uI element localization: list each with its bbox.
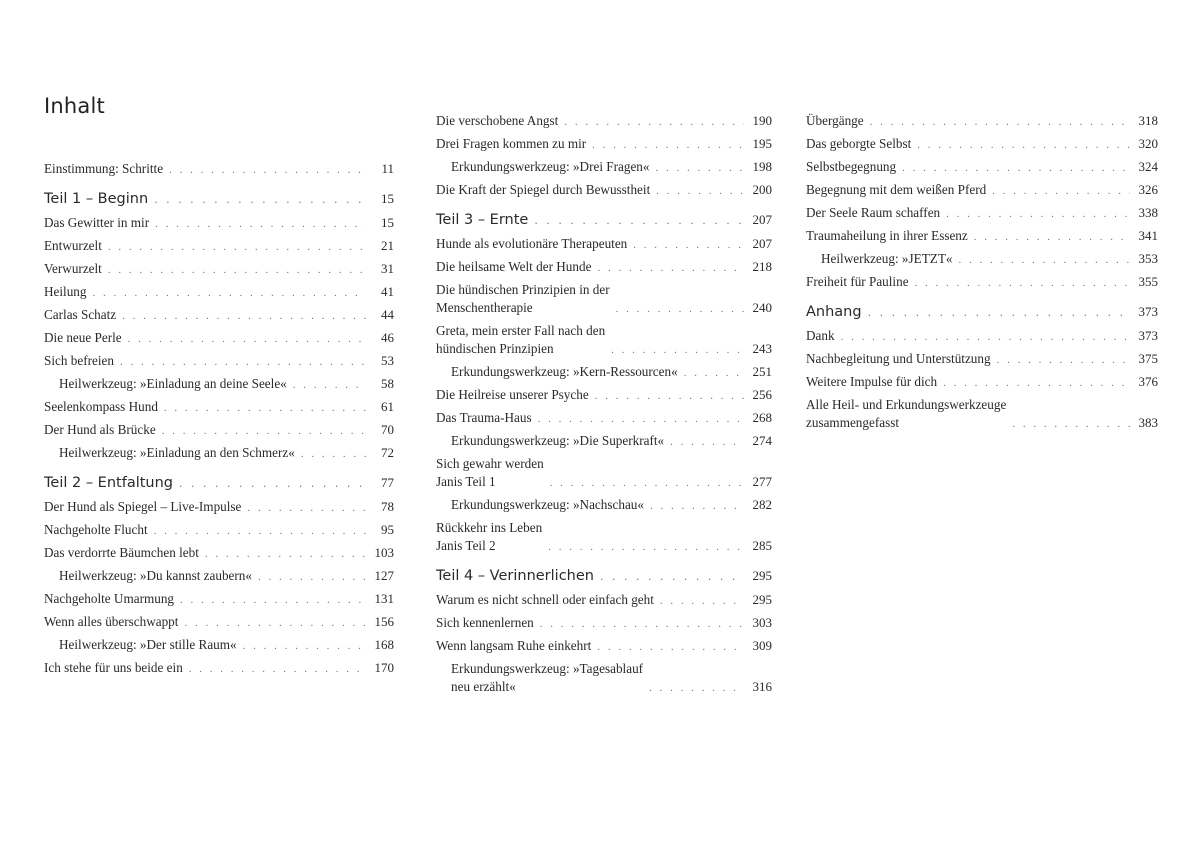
dot-leader xyxy=(650,498,744,514)
page-number: 353 xyxy=(1138,251,1158,266)
entry-title: Ich stehe für uns beide ein xyxy=(44,660,183,675)
entry-title: Freiheit für Pauline xyxy=(806,274,909,289)
entry-title: Warum es nicht schnell oder einfach geht xyxy=(436,592,654,607)
toc-entry xyxy=(44,498,394,516)
toc-entry xyxy=(806,327,1158,345)
dot-leader xyxy=(258,569,366,585)
page-number: 303 xyxy=(752,615,772,630)
section-title: Teil 1 – Beginn xyxy=(44,191,149,207)
entry-title: Nachgeholte Umarmung xyxy=(44,591,175,606)
dot-leader xyxy=(616,301,744,317)
page-number: 41 xyxy=(381,284,394,299)
toc-entry xyxy=(436,363,772,381)
dot-leader xyxy=(902,160,1130,176)
toc-entry xyxy=(44,444,394,462)
toc-entry xyxy=(806,373,1158,391)
toc-entry xyxy=(44,521,394,539)
page-number: 376 xyxy=(1138,374,1158,389)
entry-title: Der Seele Raum schaffen xyxy=(806,205,941,220)
page-number: 95 xyxy=(381,522,394,537)
page-number: 318 xyxy=(1138,113,1158,128)
entry-title: Begegnung mit dem weißen Pferd xyxy=(806,182,987,197)
toc-entry xyxy=(436,181,772,199)
dot-leader xyxy=(946,206,1130,222)
toc-column-1 xyxy=(44,160,394,682)
dot-leader xyxy=(633,237,744,253)
page-number: 277 xyxy=(752,474,772,489)
toc-entry xyxy=(806,204,1158,222)
entry-title: Sich befreien xyxy=(44,353,114,368)
page-number: 383 xyxy=(1138,415,1158,430)
toc-section-heading xyxy=(44,190,394,208)
page-title: Inhalt xyxy=(44,94,105,118)
entry-title: Traumaheilung in ihrer Essenz xyxy=(806,228,968,243)
toc-section-heading xyxy=(806,303,1158,321)
dot-leader xyxy=(915,275,1130,291)
toc-entry xyxy=(436,235,772,253)
dot-leader xyxy=(301,446,366,462)
entry-title: Heilwerkzeug: »Einladung an den Schmerz« xyxy=(59,445,295,460)
page-number: 326 xyxy=(1138,182,1158,197)
dot-leader xyxy=(120,354,366,370)
entry-title: Heilwerkzeug: »Du kannst zaubern« xyxy=(59,568,252,583)
toc-entry xyxy=(44,237,394,255)
page-number: 355 xyxy=(1138,274,1158,289)
toc-entry xyxy=(44,544,394,562)
dot-leader xyxy=(592,137,744,153)
toc-entry xyxy=(44,613,394,631)
entry-title: Greta, mein erster Fall nach den hündischen Prinzipien xyxy=(436,323,606,356)
entry-title: Das Gewitter in mir xyxy=(44,215,150,230)
dot-leader xyxy=(164,400,366,416)
dot-leader xyxy=(538,411,744,427)
dot-leader xyxy=(943,375,1130,391)
entry-title: Nachbegleitung und Unterstützung xyxy=(806,351,991,366)
dot-leader xyxy=(550,475,744,491)
page-number: 195 xyxy=(752,136,772,151)
dot-leader xyxy=(189,661,366,677)
entry-title: Das verdorrte Bäumchen lebt xyxy=(44,545,199,560)
entry-title: Erkundungswerkzeug: »Kern-Ressourcen« xyxy=(451,364,678,379)
entry-title: Nachgeholte Flucht xyxy=(44,522,148,537)
entry-title: Erkundungswerkzeug: »Tagesablauf neu erzählt« xyxy=(451,661,644,694)
toc-entry xyxy=(436,135,772,153)
toc-entry xyxy=(44,398,394,416)
toc-entry xyxy=(436,112,772,130)
page-number: 21 xyxy=(381,238,394,253)
section-title: Teil 4 – Verinnerlichen xyxy=(436,568,594,584)
dot-leader xyxy=(649,680,744,696)
page-number: 170 xyxy=(374,660,394,675)
dot-leader xyxy=(917,137,1130,153)
page-number: 131 xyxy=(374,591,394,606)
entry-title: Erkundungswerkzeug: »Drei Fragen« xyxy=(451,159,650,174)
entry-title: Alle Heil- und Erkundungswerkzeuge zusammengefasst xyxy=(806,397,1007,430)
page-number: 207 xyxy=(752,212,772,227)
toc-entry xyxy=(44,329,394,347)
dot-leader xyxy=(179,476,366,492)
toc-entry xyxy=(436,258,772,276)
dot-leader xyxy=(169,162,366,178)
dot-leader xyxy=(841,329,1130,345)
page-number: 200 xyxy=(752,182,772,197)
dot-leader xyxy=(162,423,366,439)
section-title: Anhang xyxy=(806,304,862,320)
entry-title: Hunde als evolutionäre Therapeuten xyxy=(436,236,628,251)
entry-title: Sich gewahr werden Janis Teil 1 xyxy=(436,456,544,489)
page-number: 77 xyxy=(381,475,394,490)
toc-entry xyxy=(44,260,394,278)
dot-leader xyxy=(108,262,366,278)
page-number: 58 xyxy=(381,376,394,391)
page-number: 15 xyxy=(381,191,394,206)
entry-title: Erkundungswerkzeug: »Die Superkraft« xyxy=(451,433,665,448)
dot-leader xyxy=(154,192,366,208)
dot-leader xyxy=(155,216,366,232)
dot-leader xyxy=(93,285,367,301)
entry-title: Der Hund als Brücke xyxy=(44,422,156,437)
toc-entry xyxy=(44,306,394,324)
entry-title: Heilung xyxy=(44,284,87,299)
dot-leader xyxy=(958,252,1130,268)
page-number: 295 xyxy=(752,592,772,607)
toc-entry xyxy=(436,281,772,317)
page-number: 61 xyxy=(381,399,394,414)
toc-column-3 xyxy=(806,112,1158,437)
dot-leader xyxy=(670,434,744,450)
dot-leader xyxy=(974,229,1130,245)
dot-leader xyxy=(611,342,744,358)
page-number: 341 xyxy=(1138,228,1158,243)
page-number: 274 xyxy=(752,433,772,448)
toc-entry xyxy=(436,614,772,632)
toc-entry xyxy=(806,350,1158,368)
page-number: 240 xyxy=(752,300,772,315)
dot-leader xyxy=(997,352,1130,368)
dot-leader xyxy=(595,388,744,404)
toc-entry xyxy=(806,227,1158,245)
dot-leader xyxy=(293,377,366,393)
entry-title: Sich kennenlernen xyxy=(436,615,534,630)
page-number: 324 xyxy=(1138,159,1158,174)
entry-title: Die verschobene Angst xyxy=(436,113,559,128)
toc-entry xyxy=(44,636,394,654)
toc-section-heading xyxy=(436,567,772,585)
page-number: 11 xyxy=(381,161,394,176)
entry-title: Carlas Schatz xyxy=(44,307,117,322)
toc-entry xyxy=(806,181,1158,199)
dot-leader xyxy=(1012,416,1130,432)
entry-title: Selbstbegegnung xyxy=(806,159,897,174)
toc-entry xyxy=(44,375,394,393)
dot-leader xyxy=(870,114,1130,130)
page-number: 282 xyxy=(752,497,772,512)
dot-leader xyxy=(868,305,1130,321)
entry-title: Das geborgte Selbst xyxy=(806,136,912,151)
dot-leader xyxy=(548,539,744,555)
entry-title: Wenn langsam Ruhe einkehrt xyxy=(436,638,592,653)
page-number: 375 xyxy=(1138,351,1158,366)
dot-leader xyxy=(122,308,366,324)
entry-title: Das Trauma-Haus xyxy=(436,410,532,425)
page-number: 44 xyxy=(381,307,394,322)
page-number: 243 xyxy=(752,341,772,356)
toc-entry xyxy=(44,160,394,178)
toc-entry xyxy=(44,352,394,370)
dot-leader xyxy=(108,239,366,255)
page-number: 15 xyxy=(381,215,394,230)
entry-title: Drei Fragen kommen zu mir xyxy=(436,136,587,151)
page-number: 256 xyxy=(752,387,772,402)
section-title: Teil 3 – Ernte xyxy=(436,212,529,228)
page-number: 295 xyxy=(752,568,772,583)
entry-title: Wenn alles überschwappt xyxy=(44,614,179,629)
toc-entry xyxy=(44,421,394,439)
toc-entry xyxy=(436,158,772,176)
page-number: 218 xyxy=(752,259,772,274)
dot-leader xyxy=(180,592,366,608)
entry-title: Die Kraft der Spiegel durch Bewusstheit xyxy=(436,182,651,197)
page-number: 78 xyxy=(381,499,394,514)
page-number: 373 xyxy=(1138,304,1158,319)
page-number: 373 xyxy=(1138,328,1158,343)
page-number: 251 xyxy=(752,364,772,379)
toc-entry xyxy=(436,386,772,404)
dot-leader xyxy=(564,114,744,130)
toc-entry xyxy=(44,214,394,232)
dot-leader xyxy=(154,523,366,539)
page-number: 46 xyxy=(381,330,394,345)
page-number: 168 xyxy=(374,637,394,652)
toc-entry xyxy=(44,659,394,677)
toc-column-2 xyxy=(436,112,772,701)
toc-entry xyxy=(806,158,1158,176)
entry-title: Heilwerkzeug: »JETZT« xyxy=(821,251,953,266)
dot-leader xyxy=(656,183,744,199)
toc-entry xyxy=(436,455,772,491)
entry-title: Übergänge xyxy=(806,113,864,128)
toc-entry xyxy=(44,283,394,301)
page-number: 207 xyxy=(752,236,772,251)
entry-title: Die hündischen Prinzipien in der Menschentherapie xyxy=(436,282,610,315)
section-title: Teil 2 – Entfaltung xyxy=(44,475,173,491)
dot-leader xyxy=(600,569,744,585)
page-number: 316 xyxy=(752,679,772,694)
page-number: 190 xyxy=(752,113,772,128)
toc-entry xyxy=(436,660,772,696)
toc-entry xyxy=(806,112,1158,130)
toc-section-heading xyxy=(436,211,772,229)
page-number: 309 xyxy=(752,638,772,653)
entry-title: Entwurzelt xyxy=(44,238,102,253)
dot-leader xyxy=(540,616,744,632)
entry-title: Weitere Impulse für dich xyxy=(806,374,938,389)
dot-leader xyxy=(656,160,745,176)
dot-leader xyxy=(597,639,744,655)
page-number: 53 xyxy=(381,353,394,368)
entry-title: Dank xyxy=(806,328,835,343)
page-number: 285 xyxy=(752,538,772,553)
toc-entry xyxy=(806,135,1158,153)
dot-leader xyxy=(992,183,1130,199)
dot-leader xyxy=(184,615,366,631)
page-number: 320 xyxy=(1138,136,1158,151)
toc-entry xyxy=(436,322,772,358)
toc-entry xyxy=(436,591,772,609)
entry-title: Seelenkompass Hund xyxy=(44,399,158,414)
page-number: 103 xyxy=(374,545,394,560)
toc-entry xyxy=(806,273,1158,291)
entry-title: Heilwerkzeug: »Einladung an deine Seele« xyxy=(59,376,287,391)
entry-title: Rückkehr ins Leben Janis Teil 2 xyxy=(436,520,543,553)
dot-leader xyxy=(128,331,366,347)
page-number: 127 xyxy=(374,568,394,583)
toc-entry xyxy=(806,396,1158,432)
page-number: 70 xyxy=(381,422,394,437)
entry-title: Einstimmung: Schritte xyxy=(44,161,164,176)
toc-entry xyxy=(436,519,772,555)
entry-title: Die Heilreise unserer Psyche xyxy=(436,387,589,402)
toc-entry xyxy=(436,496,772,514)
toc-entry xyxy=(44,590,394,608)
toc-entry xyxy=(44,567,394,585)
dot-leader xyxy=(243,638,366,654)
toc-entry xyxy=(436,432,772,450)
dot-leader xyxy=(684,365,744,381)
page-number: 31 xyxy=(381,261,394,276)
toc-section-heading xyxy=(44,474,394,492)
entry-title: Der Hund als Spiegel – Live-Impulse xyxy=(44,499,242,514)
dot-leader xyxy=(534,213,744,229)
entry-title: Die neue Perle xyxy=(44,330,122,345)
entry-title: Die heilsame Welt der Hunde xyxy=(436,259,592,274)
toc-entry xyxy=(436,409,772,427)
page-number: 338 xyxy=(1138,205,1158,220)
page-number: 156 xyxy=(374,614,394,629)
page-number: 72 xyxy=(381,445,394,460)
toc-entry xyxy=(806,250,1158,268)
entry-title: Verwurzelt xyxy=(44,261,102,276)
entry-title: Erkundungswerkzeug: »Nachschau« xyxy=(451,497,644,512)
dot-leader xyxy=(597,260,744,276)
dot-leader xyxy=(205,546,366,562)
dot-leader xyxy=(660,593,744,609)
dot-leader xyxy=(247,500,366,516)
page-number: 268 xyxy=(752,410,772,425)
entry-title: Heilwerkzeug: »Der stille Raum« xyxy=(59,637,237,652)
toc-entry xyxy=(436,637,772,655)
page-number: 198 xyxy=(752,159,772,174)
